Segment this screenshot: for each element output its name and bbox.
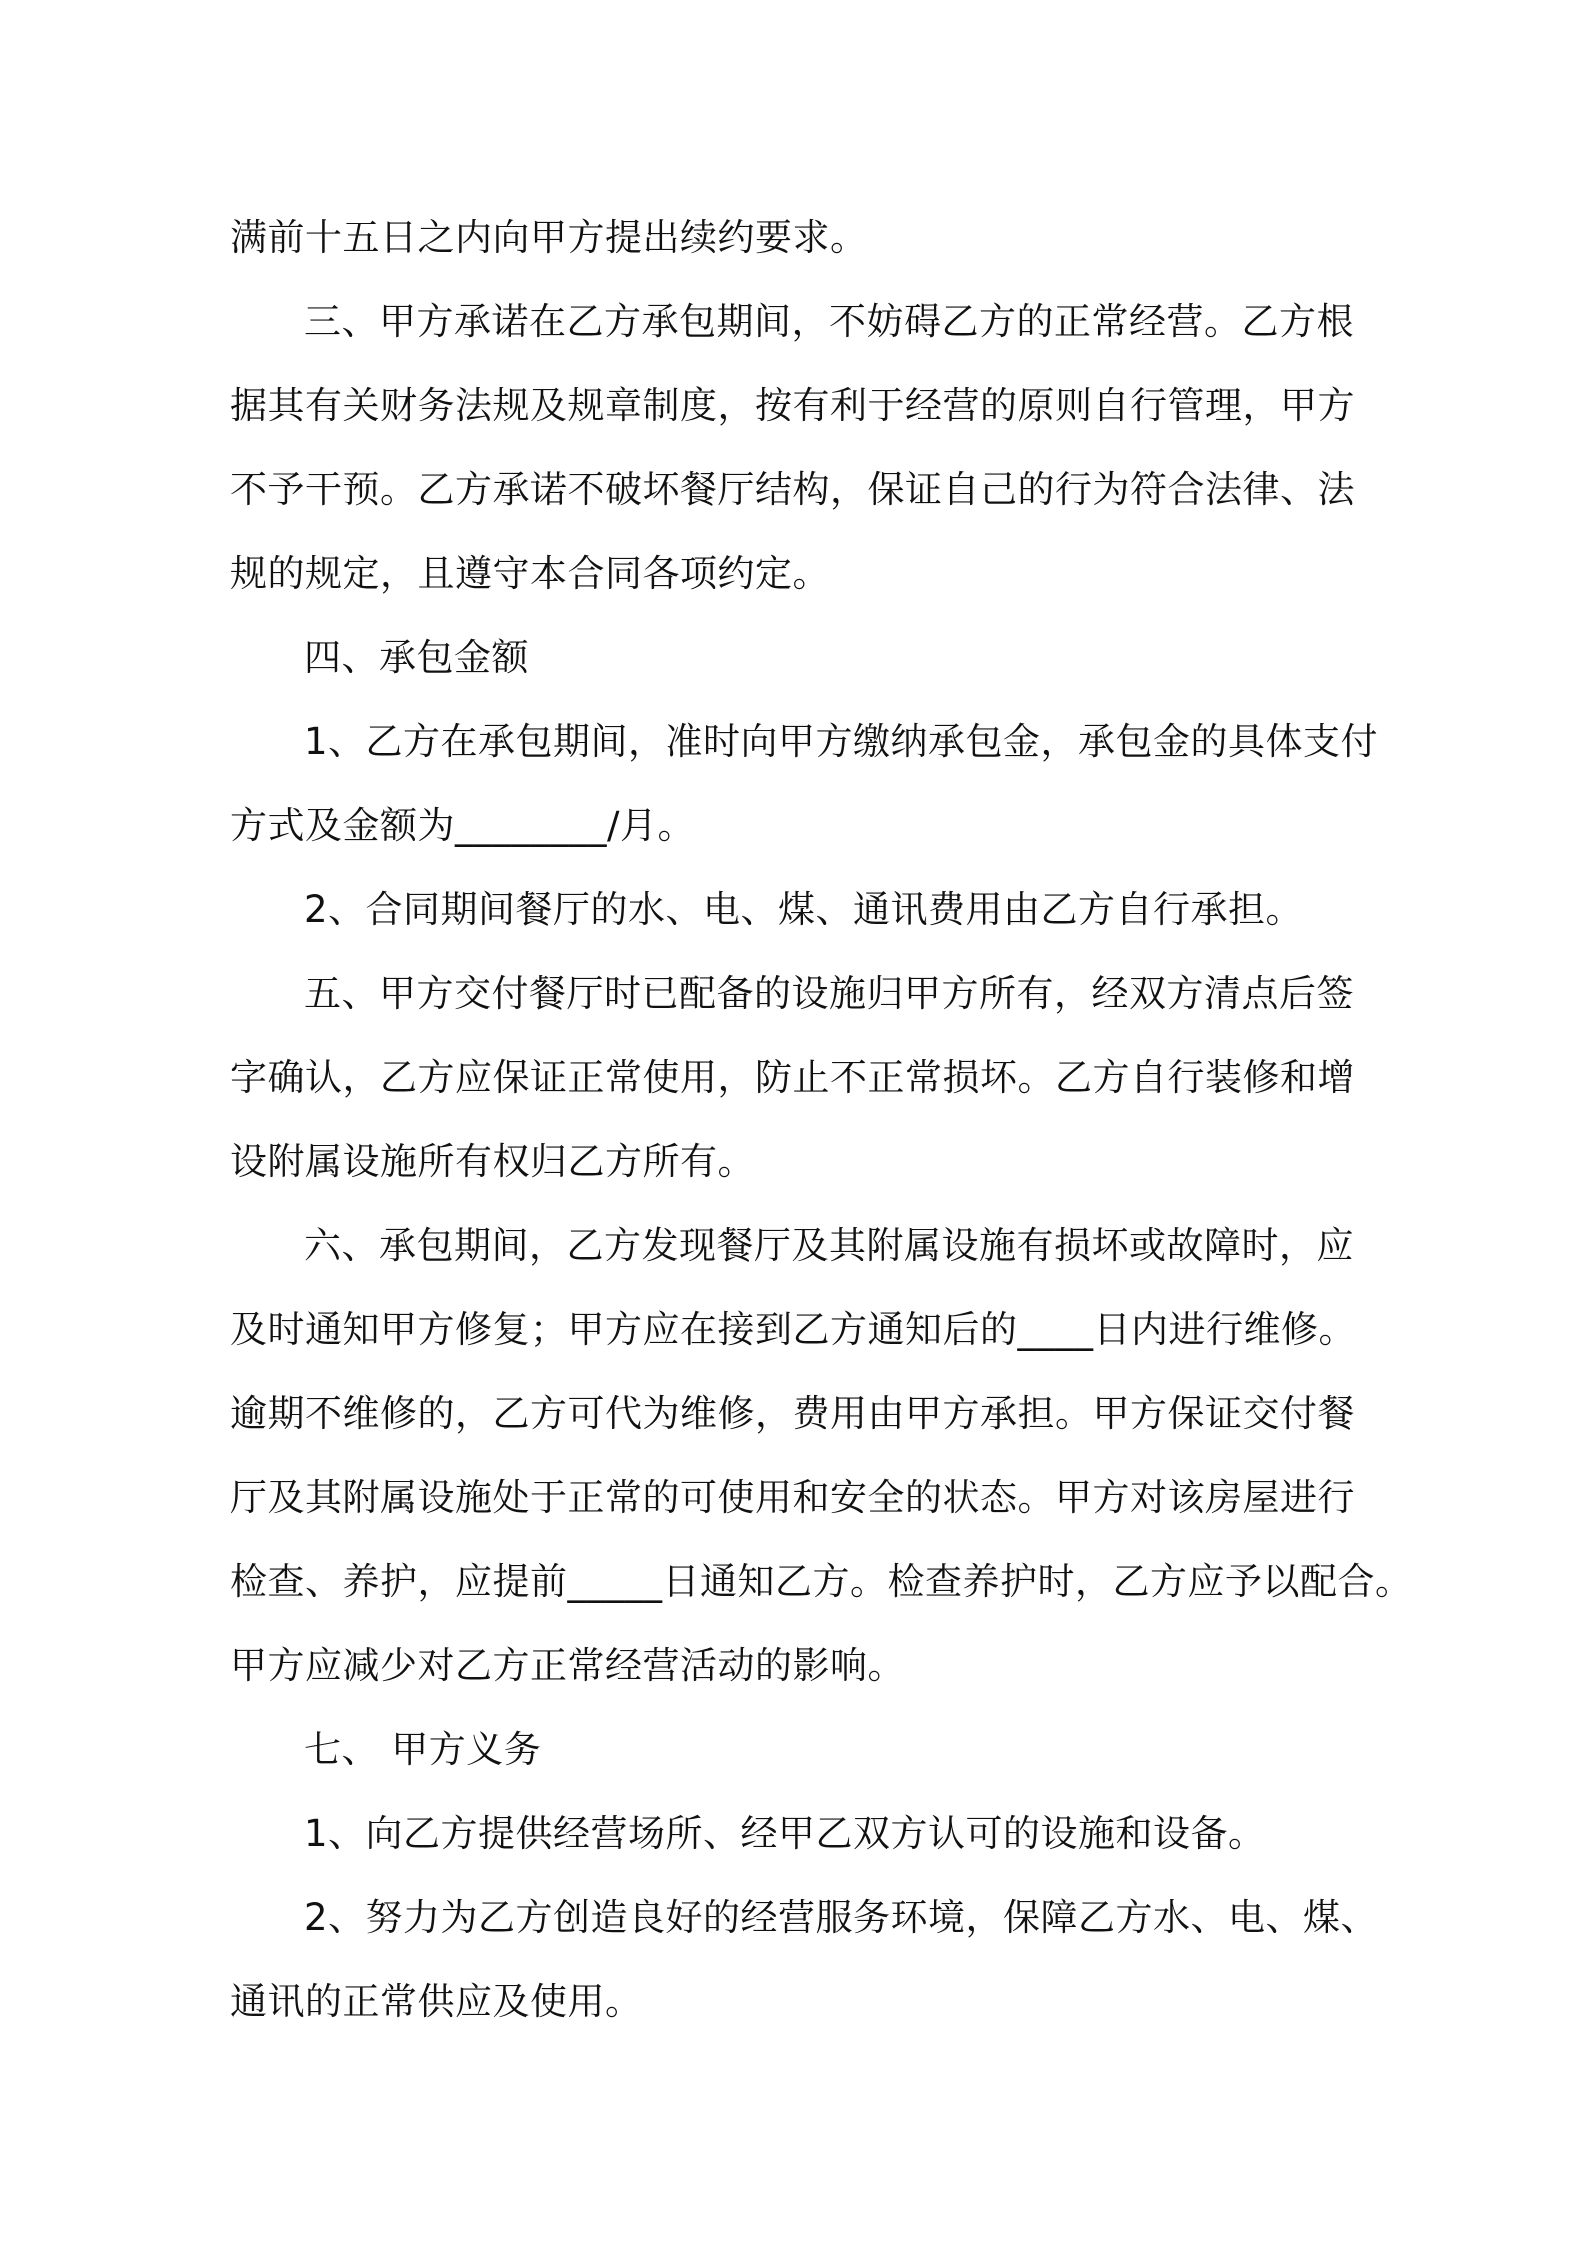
text-line-2: 三、甲方承诺在乙方承包期间，不妨碍乙方的正常经营。乙方根	[304, 300, 1354, 343]
text-line-10: 五、甲方交付餐厅时已配备的设施归甲方所有，经双方清点后签	[304, 972, 1354, 1015]
text-line-11: 字确认，乙方应保证正常使用，防止不正常损坏。乙方自行装修和增	[230, 1056, 1355, 1099]
section-heading-7: 七、 甲方义务	[304, 1728, 542, 1771]
text-line-4: 不予干预。乙方承诺不破坏餐厅结构，保证自己的行为符合法律、法	[230, 468, 1355, 511]
text-line-5: 规的规定，且遵守本合同各项约定。	[230, 552, 830, 595]
text-line-3: 据其有关财务法规及规章制度，按有利于经营的原则自行管理，甲方	[230, 384, 1355, 427]
text-line-20: 1、向乙方提供经营场所、经甲乙双方认可的设施和设备。	[304, 1812, 1266, 1855]
text-line-21: 2、努力为乙方创造良好的经营服务环境，保障乙方水、电、煤、	[304, 1896, 1379, 1939]
text-line-1: 满前十五日之内向甲方提出续约要求。	[230, 216, 868, 259]
text-line-14: 及时通知甲方修复；甲方应在接到乙方通知后的____日内进行维修。	[230, 1308, 1356, 1351]
text-line-13: 六、承包期间，乙方发现餐厅及其附属设施有损坏或故障时，应	[304, 1224, 1354, 1267]
text-line-16: 厅及其附属设施处于正常的可使用和安全的状态。甲方对该房屋进行	[230, 1476, 1355, 1519]
text-line-18: 甲方应减少对乙方正常经营活动的影响。	[230, 1644, 905, 1687]
text-line-12: 设附属设施所有权归乙方所有。	[230, 1140, 755, 1183]
document-body	[230, 196, 1413, 2044]
text-line-15: 逾期不维修的，乙方可代为维修，费用由甲方承担。甲方保证交付餐	[230, 1392, 1355, 1435]
text-line-9: 2、合同期间餐厅的水、电、煤、通讯费用由乙方自行承担。	[304, 888, 1304, 931]
text-line-22: 通讯的正常供应及使用。	[230, 1980, 643, 2023]
text-line-17: 检查、养护，应提前_____日通知乙方。检查养护时，乙方应予以配合。	[230, 1560, 1413, 1603]
text-line-8: 方式及金额为________/月。	[230, 804, 695, 847]
text-line-7: 1、乙方在承包期间，准时向甲方缴纳承包金，承包金的具体支付	[304, 720, 1379, 763]
section-heading-4: 四、承包金额	[304, 636, 529, 679]
